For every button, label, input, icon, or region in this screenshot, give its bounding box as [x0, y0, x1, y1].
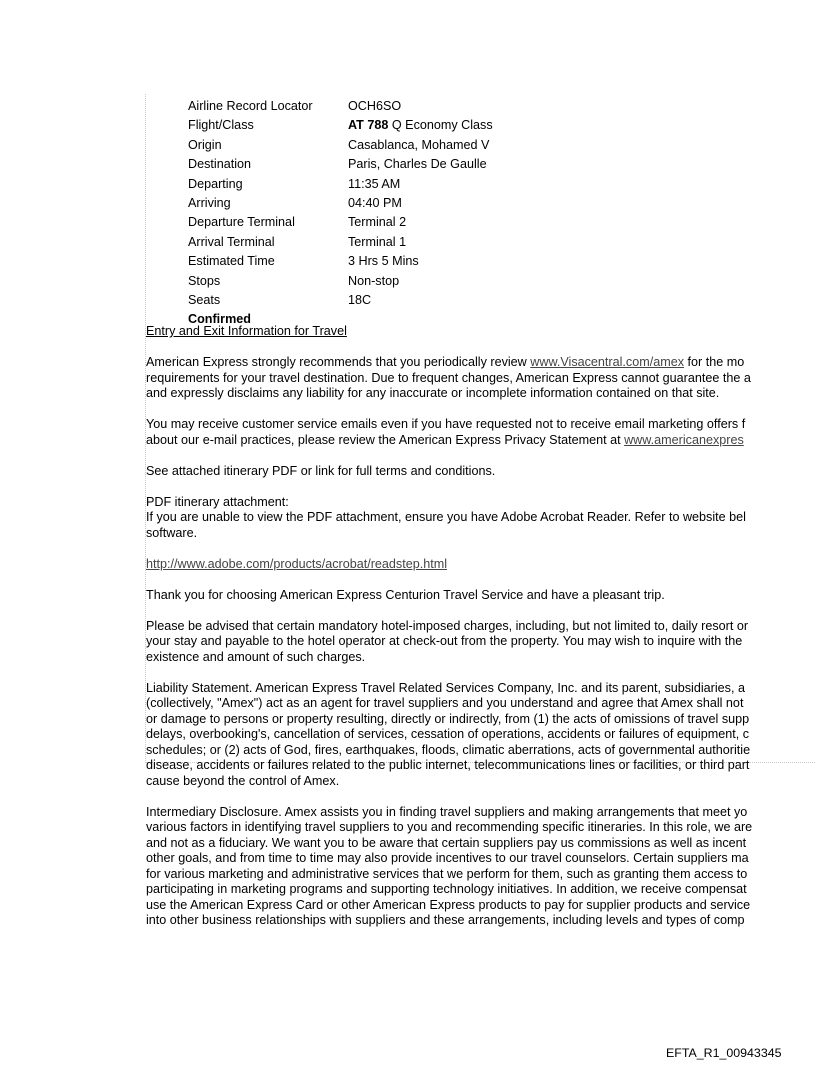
row-value: Casablanca, Mohamed V [348, 137, 490, 152]
flight-details [188, 97, 493, 330]
row-value: 04:40 PM [348, 195, 402, 210]
row-value: Terminal 1 [348, 234, 407, 249]
row-label: Origin [188, 137, 222, 152]
liability-line: schedules; or (2) acts of God, fires, earthquakes, floods, climatic aberrations, acts of governmental authoritie [146, 742, 751, 757]
liability-line: (collectively, "Amex") act as an agent for travel suppliers and you understand and agree that Amex shall not [146, 696, 744, 710]
flight-class-row [188, 116, 493, 135]
entry-exit-heading: Entry and Exit Information for Travel [146, 324, 347, 338]
visa-line: and expressly disclaims any liability for any inaccurate or incomplete information contained on that site. [146, 386, 720, 400]
document-id: EFTA_R1_00943345 [666, 1046, 782, 1060]
adobe-paragraph [146, 557, 816, 573]
flight-number: AT 788 [348, 118, 389, 133]
intermediary-line: for various marketing and administrative services that we perform for them, such as granting them access to [146, 866, 748, 881]
liability-line: cause beyond the control of Amex. [146, 773, 340, 788]
row-label: Departure Terminal [188, 215, 295, 230]
row-label: Estimated Time [188, 254, 275, 269]
hotel-line: Please be advised that certain mandatory hotel-imposed charges, including, but not limited to, daily resort or [146, 618, 749, 633]
pdf-line: PDF itinerary attachment: [146, 494, 289, 509]
hotel-line: existence and amount of such charges. [146, 649, 366, 664]
intermediary-line: various factors in identifying travel suppliers to you and recommending specific itineraries. In this role, we are [146, 820, 753, 834]
liability-line: delays, overbooking's, cancellation of services, cessation of operations, accidents or failures of equipment, c [146, 727, 750, 741]
destination-row [188, 155, 493, 174]
visacentral-link[interactable]: www.Visacentral.com/amex [530, 355, 685, 369]
liability-line: or damage to persons or property resulting, directly or indirectly, from (1) the acts of omissions of travel supp [146, 711, 750, 726]
thanks-paragraph: Thank you for choosing American Express Centurion Travel Service and have a pleasant trip. [146, 587, 665, 602]
itinerary-body [146, 324, 816, 944]
liability-line: Liability Statement. American Express Travel Related Services Company, Inc. and its parent, subsidiaries, a [146, 680, 745, 695]
intermediary-line: participating in marketing programs and supporting technology initiatives. In addition, we receive compensat [146, 882, 747, 896]
record-locator-row [188, 97, 493, 116]
visa-paragraph [146, 355, 816, 402]
row-value: Paris, Charles De Gaulle [348, 157, 487, 172]
visa-line: American Express strongly recommends that you periodically review [146, 355, 531, 369]
estimated-time-row [188, 252, 493, 271]
email-line: about our e-mail practices, please review the American Express Privacy Statement at [146, 432, 625, 447]
intermediary-paragraph [146, 805, 816, 929]
email-line: You may receive customer service emails even if you have requested not to receive email marketing offers f [146, 417, 746, 431]
departure-terminal-row [188, 213, 493, 232]
stops-row [188, 272, 493, 291]
origin-row [188, 136, 493, 155]
row-label: Flight/Class [188, 118, 254, 133]
intermediary-line: Intermediary Disclosure. Amex assists you in finding travel suppliers and making arrangements that meet yo [146, 804, 748, 819]
row-label: Seats [188, 292, 221, 307]
intermediary-line: into other business relationships with suppliers and these arrangements, including levels and types of comp [146, 913, 745, 927]
intermediary-line: and not as a fiduciary. We want you to be aware that certain suppliers pay us commissions as well as incent [146, 835, 747, 850]
row-value: 3 Hrs 5 Mins [348, 254, 419, 269]
row-label: Airline Record Locator [188, 99, 313, 113]
liability-line: disease, accidents or failures related to the public internet, telecommunications lines or facilities, or third part [146, 758, 750, 772]
email-paragraph [146, 417, 816, 448]
attached-paragraph: See attached itinerary PDF or link for full terms and conditions. [146, 463, 496, 478]
visa-line: requirements for your travel destination. Due to frequent changes, American Express cannot guarantee the a [146, 370, 751, 385]
liability-paragraph [146, 681, 816, 790]
row-value: Q Economy Class [388, 118, 493, 133]
adobe-reader-link[interactable]: http://www.adobe.com/products/acrobat/readstep.html [146, 556, 448, 571]
row-value: 11:35 AM [348, 176, 401, 191]
row-value: OCH6SO [348, 99, 402, 113]
hotel-line: your stay and payable to the hotel operator at check-out from the property. You may wish to inquire with the [146, 634, 743, 648]
row-value: 18C [348, 292, 372, 307]
row-label: Departing [188, 176, 243, 191]
departing-row [188, 175, 493, 194]
hotel-charges-paragraph [146, 619, 816, 666]
pdf-line: software. [146, 525, 198, 540]
intermediary-line: other goals, and from time to time may also provide incentives to our travel counselors. Certain suppliers ma [146, 851, 749, 865]
privacy-statement-link[interactable]: www.americanexpres [624, 432, 744, 447]
pdf-paragraph [146, 495, 816, 542]
arriving-row [188, 194, 493, 213]
row-label: Arriving [188, 195, 231, 210]
pdf-line: If you are unable to view the PDF attachment, ensure you have Adobe Acrobat Reader. Refer to website bel [146, 510, 746, 524]
row-value: Terminal 2 [348, 215, 407, 230]
visa-line: for the mo [684, 355, 745, 369]
row-label: Destination [188, 157, 252, 172]
booking-status: Confirmed [188, 312, 251, 327]
row-label: Arrival Terminal [188, 234, 275, 249]
arrival-terminal-row [188, 233, 493, 252]
row-value: Non-stop [348, 273, 400, 288]
row-label: Stops [188, 273, 221, 288]
intermediary-line: use the American Express Card or other American Express products to pay for supplier products and service [146, 897, 751, 912]
seats-row [188, 291, 493, 310]
